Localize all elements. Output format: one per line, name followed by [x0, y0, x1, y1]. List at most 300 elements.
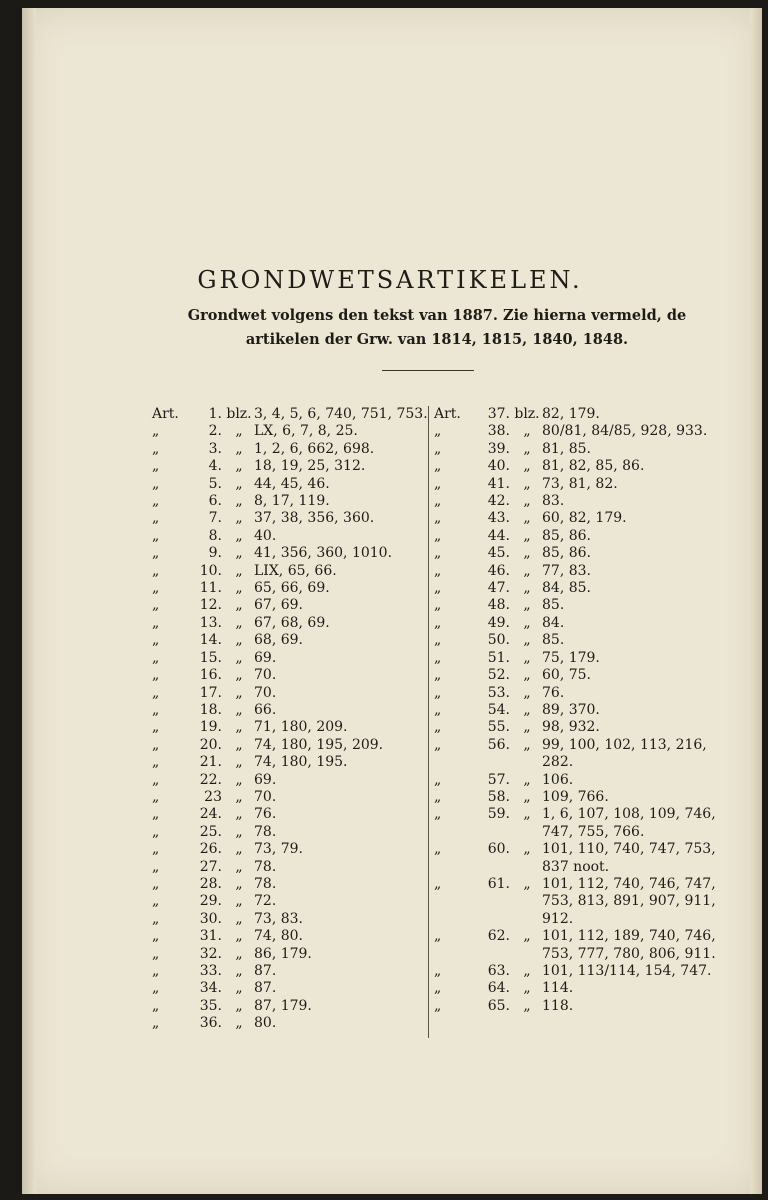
entry-label: „: [434, 597, 442, 614]
article-number: 18.: [199, 701, 222, 718]
entry-label: „: [152, 858, 160, 875]
article-number: 62.: [487, 928, 510, 945]
article-number: 19.: [199, 719, 222, 736]
page-references: 99, 100, 102, 113, 216, 282.: [542, 736, 707, 771]
article-number: 60.: [487, 841, 510, 858]
entry-label: „: [434, 997, 442, 1014]
article-number: 61.: [487, 875, 510, 892]
article-number: 37.: [487, 406, 510, 422]
article-number: 36.: [199, 1015, 222, 1032]
index-entry: [152, 998, 432, 1015]
entry-label: „: [152, 632, 160, 649]
page-unit: „: [523, 597, 531, 614]
article-number: 45.: [487, 545, 510, 562]
article-number: 17.: [199, 684, 222, 701]
page-unit: „: [235, 910, 243, 927]
entry-label: „: [434, 580, 442, 597]
page-references: 1, 6, 107, 108, 109, 746, 747, 755, 766.: [542, 806, 716, 840]
page-unit: „: [523, 736, 531, 753]
page-references: 101, 110, 740, 747, 753, 837 noot.: [542, 841, 716, 875]
page-references: 65, 66, 69.: [254, 580, 330, 597]
page-subtitle: Grondwet volgens den tekst van 1887. Zie hierna vermeld, de artikelen der Grw. van 1814, 1815, 1840, 1848.: [187, 307, 687, 348]
index-entry: [152, 685, 432, 702]
page-unit: „: [235, 632, 243, 649]
index-entry: [152, 441, 432, 458]
index-entry: [152, 528, 432, 545]
page-unit: „: [235, 527, 243, 544]
page-unit: „: [235, 997, 243, 1014]
index-entry: [434, 597, 754, 614]
page-unit: „: [235, 580, 243, 597]
page-unit: „: [523, 963, 531, 979]
article-number: 33.: [199, 963, 222, 979]
index-entry: [152, 458, 432, 475]
page-unit: „: [523, 562, 531, 579]
index-entry: [434, 423, 754, 440]
page-references: 68, 69.: [254, 632, 303, 649]
article-number: 26.: [199, 841, 222, 858]
index-entry: [152, 946, 432, 963]
page-references: 106.: [542, 771, 574, 788]
page-references: 72.: [254, 893, 277, 910]
entry-label: „: [434, 980, 442, 997]
page-references: 84.: [542, 614, 565, 631]
page-references: 66.: [254, 701, 277, 718]
entry-label: „: [152, 440, 160, 457]
page-unit: „: [523, 841, 531, 858]
page-title: GRONDWETSARTIKELEN.: [197, 266, 583, 294]
entry-label: „: [152, 875, 160, 892]
entry-label: „: [152, 771, 160, 788]
article-number: 12.: [199, 597, 222, 614]
page-references: 70.: [254, 788, 277, 805]
page-unit: „: [235, 684, 243, 701]
page-references: 83.: [542, 493, 565, 510]
article-number: 49.: [487, 614, 510, 631]
article-number: 15.: [199, 649, 222, 666]
entry-label: „: [152, 614, 160, 631]
page-references: 8, 17, 119.: [254, 493, 330, 510]
index-entry: [434, 841, 754, 876]
entry-label: „: [434, 649, 442, 666]
page-references: 73, 81, 82.: [542, 475, 618, 492]
page-references: 67, 69.: [254, 597, 303, 614]
page-references: 80.: [254, 1015, 277, 1032]
page-unit: „: [523, 423, 531, 440]
article-number: 29.: [199, 893, 222, 910]
article-number: 14.: [199, 632, 222, 649]
page-references: LIX, 65, 66.: [254, 562, 337, 579]
entry-label: „: [152, 701, 160, 718]
page-references: 89, 370.: [542, 701, 600, 718]
page-unit: „: [523, 458, 531, 475]
page-references: 87.: [254, 980, 277, 997]
index-entry: [434, 580, 754, 597]
page-unit: „: [235, 823, 243, 840]
index-entry: [434, 719, 754, 736]
article-number: 6.: [208, 493, 222, 510]
page-references: 74, 180, 195, 209.: [254, 736, 384, 753]
article-number: 31.: [199, 928, 222, 945]
page-references: 85.: [542, 597, 565, 614]
article-number: 39.: [487, 440, 510, 457]
article-number: 8.: [208, 527, 222, 544]
page-references: 81, 82, 85, 86.: [542, 458, 645, 475]
page-references: 78.: [254, 875, 277, 892]
index-entry: [434, 441, 754, 458]
page-unit: „: [235, 858, 243, 875]
index-entry: [434, 876, 754, 928]
index-entry: [152, 406, 432, 423]
page-unit: „: [523, 980, 531, 997]
entry-label: „: [152, 980, 160, 997]
entry-label: „: [434, 788, 442, 805]
page-references: 75, 179.: [542, 649, 600, 666]
page-references: 101, 112, 740, 746, 747, 753, 813, 891, 907, 911, 912.: [542, 875, 716, 927]
entry-label: „: [152, 893, 160, 910]
page-references: 78.: [254, 858, 277, 875]
page-unit: „: [523, 440, 531, 457]
page-unit: „: [235, 963, 243, 979]
article-number: 34.: [199, 980, 222, 997]
index-entry: [434, 615, 754, 632]
entry-label: „: [152, 684, 160, 701]
entry-label: „: [152, 423, 160, 440]
index-entry: [152, 754, 432, 771]
page-references: 3, 4, 5, 6, 740, 751, 753.: [254, 406, 428, 422]
page-references: 76.: [254, 806, 277, 823]
article-number: 50.: [487, 632, 510, 649]
index-entry: [434, 545, 754, 562]
page-unit: „: [235, 649, 243, 666]
page-unit: „: [523, 788, 531, 805]
entry-label: „: [152, 475, 160, 492]
index-entry: [152, 806, 432, 823]
page-references: 69.: [254, 649, 277, 666]
page-references: 85.: [542, 632, 565, 649]
page-references: 87.: [254, 963, 277, 979]
article-number: 9.: [208, 545, 222, 562]
index-entry: [152, 911, 432, 928]
article-number: 59.: [487, 806, 510, 823]
index-entry: [434, 458, 754, 475]
entry-label: „: [152, 754, 160, 771]
entry-label: „: [434, 806, 442, 823]
index-entry: [152, 545, 432, 562]
index-entry: [152, 841, 432, 858]
index-entry: [434, 772, 754, 789]
page-references: 81, 85.: [542, 440, 591, 457]
article-number: 7.: [208, 510, 222, 527]
page-references: 67, 68, 69.: [254, 614, 330, 631]
index-entry: [434, 737, 754, 772]
article-number: 11.: [199, 580, 222, 597]
index-entry: [434, 928, 754, 963]
article-number: 5.: [208, 475, 222, 492]
page-references: 44, 45, 46.: [254, 475, 330, 492]
entry-label: „: [152, 823, 160, 840]
index-entry: [434, 806, 754, 841]
page-unit: „: [523, 684, 531, 701]
right-index-column: [434, 406, 754, 1015]
page-unit: „: [235, 458, 243, 475]
index-entry: [152, 963, 432, 980]
index-entry: [152, 493, 432, 510]
article-number: 48.: [487, 597, 510, 614]
index-entry: [152, 510, 432, 527]
page-unit: „: [235, 597, 243, 614]
page-references: 74, 80.: [254, 928, 303, 945]
entry-label: Art.: [152, 406, 179, 422]
entry-label: „: [152, 493, 160, 510]
article-number: 52.: [487, 667, 510, 684]
page-unit: „: [523, 667, 531, 684]
page-references: 70.: [254, 684, 277, 701]
entry-label: „: [152, 963, 160, 979]
page-unit: „: [235, 667, 243, 684]
entry-label: „: [434, 562, 442, 579]
article-number: 30.: [199, 910, 222, 927]
article-number: 13.: [199, 614, 222, 631]
entry-label: „: [152, 719, 160, 736]
index-entry: [152, 980, 432, 997]
index-entry: [152, 563, 432, 580]
page-unit: „: [235, 945, 243, 962]
article-number: 10.: [199, 562, 222, 579]
article-number: 16.: [199, 667, 222, 684]
entry-label: „: [152, 945, 160, 962]
page-unit: „: [523, 771, 531, 788]
index-entry: [434, 667, 754, 684]
page-unit: „: [523, 649, 531, 666]
index-entry: [152, 824, 432, 841]
page-unit: „: [235, 754, 243, 771]
page-unit: „: [235, 1015, 243, 1032]
index-entry: [152, 650, 432, 667]
entry-label: „: [152, 458, 160, 475]
page-references: 109, 766.: [542, 788, 609, 805]
article-number: 28.: [199, 875, 222, 892]
index-entry: [434, 510, 754, 527]
article-number: 38.: [487, 423, 510, 440]
page-unit: „: [235, 806, 243, 823]
entry-label: „: [434, 928, 442, 945]
page-unit: „: [235, 475, 243, 492]
entry-label: „: [434, 684, 442, 701]
left-index-column: [152, 406, 432, 1033]
title-divider: [382, 370, 474, 371]
page-references: 98, 932.: [542, 719, 600, 736]
entry-label: „: [434, 493, 442, 510]
page-references: 60, 75.: [542, 667, 591, 684]
page-references: 85, 86.: [542, 545, 591, 562]
article-number: 42.: [487, 493, 510, 510]
entry-label: „: [152, 510, 160, 527]
page-unit: „: [235, 841, 243, 858]
article-number: 43.: [487, 510, 510, 527]
entry-label: „: [434, 440, 442, 457]
page-references: 74, 180, 195.: [254, 754, 348, 771]
page-unit: „: [523, 475, 531, 492]
article-number: 63.: [487, 963, 510, 979]
article-number: 23: [204, 788, 222, 805]
entry-label: „: [152, 788, 160, 805]
index-entry: [152, 597, 432, 614]
entry-label: „: [152, 527, 160, 544]
index-entry: [434, 789, 754, 806]
article-number: 21.: [199, 754, 222, 771]
page-references: 40.: [254, 527, 277, 544]
article-number: 24.: [199, 806, 222, 823]
index-entry: [152, 702, 432, 719]
page-unit: „: [523, 997, 531, 1014]
index-entry: [434, 563, 754, 580]
page-unit: „: [523, 928, 531, 945]
page-unit: „: [235, 562, 243, 579]
page-references: 1, 2, 6, 662, 698.: [254, 440, 375, 457]
index-entry: [434, 528, 754, 545]
page-unit: „: [235, 736, 243, 753]
index-entry: [152, 772, 432, 789]
page-references: 101, 113/114, 154, 747.: [542, 963, 712, 979]
page-references: 18, 19, 25, 312.: [254, 458, 366, 475]
article-number: 46.: [487, 562, 510, 579]
page-unit: „: [523, 719, 531, 736]
page-unit: „: [235, 423, 243, 440]
entry-label: „: [434, 701, 442, 718]
page-unit: „: [235, 719, 243, 736]
page-unit: „: [235, 875, 243, 892]
page-unit: „: [235, 788, 243, 805]
entry-label: „: [152, 1015, 160, 1032]
entry-label: „: [434, 719, 442, 736]
page-unit: blz.: [514, 406, 540, 422]
page-unit: „: [235, 980, 243, 997]
page-unit: „: [523, 806, 531, 823]
page-references: 41, 356, 360, 1010.: [254, 545, 393, 562]
entry-label: „: [152, 841, 160, 858]
article-number: 54.: [487, 701, 510, 718]
page-references: 114.: [542, 980, 574, 997]
page-unit: „: [235, 440, 243, 457]
page-unit: „: [235, 510, 243, 527]
entry-label: „: [434, 667, 442, 684]
index-entry: [152, 667, 432, 684]
page-references: 37, 38, 356, 360.: [254, 510, 375, 527]
page-references: 76.: [542, 684, 565, 701]
page-references: 101, 112, 189, 740, 746, 753, 777, 780, 806, 911.: [542, 928, 716, 962]
index-entry: [434, 998, 754, 1015]
index-entry: [152, 615, 432, 632]
entry-label: „: [434, 527, 442, 544]
book-page: [22, 8, 762, 1194]
page-gutter: [22, 8, 36, 1194]
article-number: 20.: [199, 736, 222, 753]
page-unit: „: [235, 928, 243, 945]
page-unit: „: [523, 580, 531, 597]
entry-label: „: [152, 545, 160, 562]
index-entry: [434, 650, 754, 667]
page-unit: „: [235, 493, 243, 510]
index-entry: [152, 789, 432, 806]
page-references: 71, 180, 209.: [254, 719, 348, 736]
index-entry: [434, 685, 754, 702]
entry-label: „: [434, 475, 442, 492]
entry-label: „: [152, 649, 160, 666]
article-number: 32.: [199, 945, 222, 962]
article-number: 65.: [487, 997, 510, 1014]
page-references: 80/81, 84/85, 928, 933.: [542, 423, 708, 440]
entry-label: „: [152, 910, 160, 927]
page-unit: „: [523, 632, 531, 649]
entry-label: „: [434, 771, 442, 788]
entry-label: „: [434, 963, 442, 979]
page-references: 78.: [254, 823, 277, 840]
article-number: 1.: [208, 406, 222, 422]
page-unit: „: [235, 614, 243, 631]
entry-label: „: [434, 736, 442, 753]
entry-label: „: [434, 458, 442, 475]
page-references: 60, 82, 179.: [542, 510, 627, 527]
index-entry: [152, 719, 432, 736]
entry-label: „: [152, 580, 160, 597]
page-unit: „: [235, 701, 243, 718]
page-unit: „: [523, 701, 531, 718]
page-unit: „: [235, 545, 243, 562]
page-unit: blz.: [226, 406, 252, 422]
entry-label: „: [434, 875, 442, 892]
page-references: 118.: [542, 997, 574, 1014]
index-entry: [434, 632, 754, 649]
entry-label: „: [434, 545, 442, 562]
entry-label: „: [152, 562, 160, 579]
entry-label: „: [434, 423, 442, 440]
article-number: 22.: [199, 771, 222, 788]
article-number: 56.: [487, 736, 510, 753]
entry-label: „: [152, 997, 160, 1014]
page-references: 69.: [254, 771, 277, 788]
article-number: 27.: [199, 858, 222, 875]
article-number: 40.: [487, 458, 510, 475]
article-number: 2.: [208, 423, 222, 440]
index-entry: [434, 476, 754, 493]
index-entry: [434, 963, 754, 980]
index-entry: [152, 632, 432, 649]
index-entry: [152, 580, 432, 597]
page-references: 73, 79.: [254, 841, 303, 858]
page-references: LX, 6, 7, 8, 25.: [254, 423, 358, 440]
index-entry: [152, 928, 432, 945]
page-unit: „: [523, 493, 531, 510]
page-unit: „: [523, 527, 531, 544]
article-number: 57.: [487, 771, 510, 788]
article-number: 3.: [208, 440, 222, 457]
index-entry: [152, 893, 432, 910]
index-entry: [152, 859, 432, 876]
index-entry: [152, 476, 432, 493]
page-unit: „: [523, 875, 531, 892]
index-entry: [152, 423, 432, 440]
page-unit: „: [523, 614, 531, 631]
article-number: 25.: [199, 823, 222, 840]
page-references: 84, 85.: [542, 580, 591, 597]
index-entry: [434, 493, 754, 510]
entry-label: „: [434, 632, 442, 649]
page-references: 86, 179.: [254, 945, 312, 962]
entry-label: „: [434, 510, 442, 527]
page-unit: „: [523, 545, 531, 562]
index-entry: [152, 737, 432, 754]
